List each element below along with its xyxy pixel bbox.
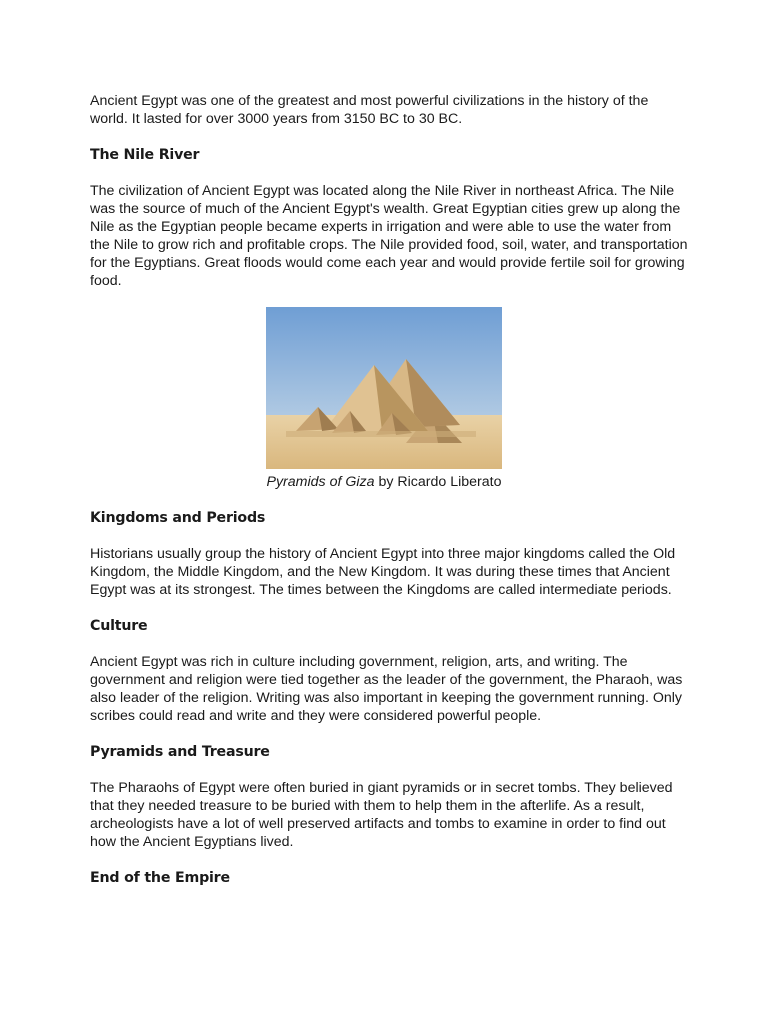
document-page: [90, 92, 690, 887]
heading-pyramids-treasure: Pyramids and Treasure: [90, 744, 270, 760]
figure-caption: [90, 473, 678, 491]
caption-credit: by Ricardo Liberato: [374, 474, 502, 490]
paragraph-culture: Ancient Egypt was rich in culture including government, religion, arts, and writing. The government and religion were tied together as the leader of the government, the Pharaoh, was also leader of the religion. Writing was also important in keeping the government running. Only scribes could read and write and they were considered powerful people.: [90, 654, 683, 724]
pyramids-figure: [90, 307, 678, 491]
pyramids-photo: [266, 307, 502, 469]
heading-nile-river: The Nile River: [90, 147, 200, 163]
caption-title: Pyramids of Giza: [266, 474, 375, 490]
paragraph-nile-river: The civilization of Ancient Egypt was located along the Nile River in northeast Africa. The Nile was the source of much of the Ancient Egypt's wealth. Great Egyptian cities grew up along the Nile as the Egyptian people became experts in irrigation and were able to use the water from the Nile to grow rich and profitable crops. The Nile provided food, soil, water, and transportation for the Egyptians. Great floods would come each year and would provide fertile soil for growing food.: [90, 183, 688, 289]
heading-kingdoms-periods: Kingdoms and Periods: [90, 510, 266, 526]
paragraph-kingdoms-periods: Historians usually group the history of Ancient Egypt into three major kingdoms called the Old Kingdom, the Middle Kingdom, and the New Kingdom. It was during these times that Ancient Egypt was at its strongest. The times between the Kingdoms are called intermediate periods.: [90, 546, 676, 598]
heading-culture: Culture: [90, 618, 148, 634]
heading-end-of-empire: End of the Empire: [90, 870, 230, 886]
paragraph-pyramids-treasure: The Pharaohs of Egypt were often buried in giant pyramids or in secret tombs. They believed that they needed treasure to be buried with them to help them in the afterlife. As a result, archeologists have a lot of well preserved artifacts and tombs to examine in order to find out how the Ancient Egyptians lived.: [90, 780, 673, 850]
intro-paragraph: Ancient Egypt was one of the greatest and most powerful civilizations in the history of the world. It lasted for over 3000 years from 3150 BC to 30 BC.: [90, 93, 649, 127]
